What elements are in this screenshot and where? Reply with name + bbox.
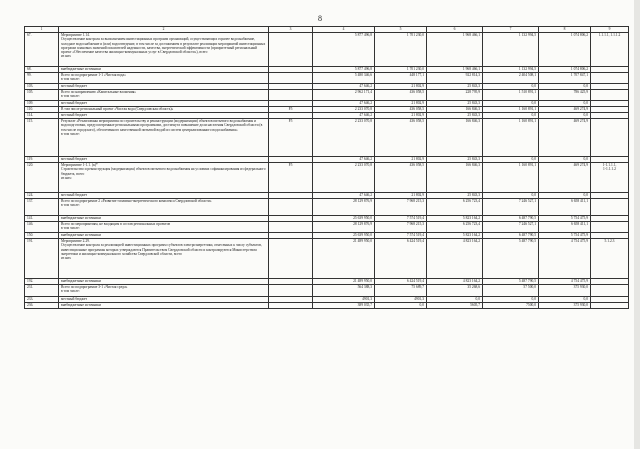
row-value-year2: 228 795,9 bbox=[427, 90, 483, 101]
row-total: 47 646,2 bbox=[313, 157, 375, 163]
row-target-ref bbox=[591, 90, 629, 101]
row-value-year1: 1 701 230,0 bbox=[375, 33, 427, 67]
row-value-year1: 4901,3 bbox=[375, 297, 427, 303]
row-value-year4: 0,0 bbox=[539, 84, 591, 90]
row-value-year2: 1 968 466,1 bbox=[427, 33, 483, 67]
header-cell: 9 bbox=[591, 27, 629, 33]
row-value-year4: 1 074 806,2 bbox=[539, 67, 591, 73]
row-target-ref bbox=[591, 285, 629, 297]
row-number: 146. bbox=[25, 222, 59, 233]
row-value-year1: 21 802,9 bbox=[375, 113, 427, 119]
table-row bbox=[25, 163, 629, 193]
row-value-year4: 469 274,9 bbox=[539, 107, 591, 113]
row-value-year3: 7 246 527,1 bbox=[483, 222, 539, 233]
row-total: 2 233 070,8 bbox=[313, 163, 375, 193]
row-value-year1: 21 802,9 bbox=[375, 157, 427, 163]
row-code bbox=[269, 285, 313, 297]
row-number: 120. bbox=[25, 163, 59, 193]
row-description: местный бюджет bbox=[59, 193, 269, 199]
table-row bbox=[25, 222, 629, 233]
row-number: 105. bbox=[25, 90, 59, 101]
row-total: 2 233 070,8 bbox=[313, 107, 375, 113]
row-number: 231. bbox=[25, 285, 59, 297]
page-edge bbox=[634, 0, 640, 449]
row-description: В том числе региональный проект «Чистая вода (Свердловская область)» bbox=[59, 107, 269, 113]
table-row bbox=[25, 33, 629, 67]
row-number: 103. bbox=[25, 84, 59, 90]
row-total: 25 639 950,0 bbox=[313, 233, 375, 239]
row-value-year4: 5 754 475,9 bbox=[539, 216, 591, 222]
row-value-year1: 75 689,7 bbox=[375, 285, 427, 297]
row-value-year2: 25 843,3 bbox=[427, 113, 483, 119]
row-value-year2: 25 843,3 bbox=[427, 193, 483, 199]
row-value-year3: 7 246 527,1 bbox=[483, 199, 539, 216]
row-value-year3: 6 487 790,5 bbox=[483, 233, 539, 239]
row-value-year3: 1 132 994,5 bbox=[483, 33, 539, 67]
row-code: F5 bbox=[269, 163, 313, 193]
row-value-year1: 1 701 230,0 bbox=[375, 67, 427, 73]
row-description: Всего по мероприятиям, не входящим в состав региональных проектов в том числе: bbox=[59, 222, 269, 233]
row-value-year2: 4 823 164,2 bbox=[427, 239, 483, 279]
row-target-ref: 1.1.1.1, 1.1.1.2 bbox=[591, 33, 629, 67]
row-value-year2: 5 823 164,2 bbox=[427, 216, 483, 222]
row-value-year2: 166 846,3 bbox=[427, 107, 483, 113]
row-value-year1: 7 968 215,3 bbox=[375, 199, 427, 216]
row-value-year3: 0,0 bbox=[483, 113, 539, 119]
row-value-year4: 0,0 bbox=[539, 113, 591, 119]
table-row bbox=[25, 199, 629, 216]
row-value-year3: 1 160 891,1 bbox=[483, 163, 539, 193]
row-value-year1: 448 177,1 bbox=[375, 73, 427, 84]
header-cell: 4 bbox=[313, 27, 375, 33]
row-value-year4: 469 274,9 bbox=[539, 119, 591, 157]
row-code bbox=[269, 222, 313, 233]
row-value-year1: 436 058,5 bbox=[375, 107, 427, 113]
header-cell: 2 bbox=[59, 27, 269, 33]
row-number: 137. bbox=[25, 199, 59, 216]
row-total: 5 877 496,8 bbox=[313, 33, 375, 67]
row-total: 47 646,2 bbox=[313, 84, 375, 90]
row-value-year1: 7 574 519,4 bbox=[375, 233, 427, 239]
row-number: 124. bbox=[25, 193, 59, 199]
row-value-year4: 6 658 411,1 bbox=[539, 222, 591, 233]
row-value-year2: 1 968 466,1 bbox=[427, 67, 483, 73]
row-value-year4: 375 930,0 bbox=[539, 285, 591, 297]
table-row bbox=[25, 119, 629, 157]
row-description: внебюджетные источники bbox=[59, 233, 269, 239]
row-number: 150. bbox=[25, 233, 59, 239]
budget-table bbox=[24, 26, 629, 309]
row-value-year1: 436 058,5 bbox=[375, 119, 427, 157]
row-value-year1: 436 058,5 bbox=[375, 163, 427, 193]
row-number: 233. bbox=[25, 297, 59, 303]
row-number: 109. bbox=[25, 101, 59, 107]
row-description: Всего по подпрограмме 3-1 «Чистая среда» в том числе: bbox=[59, 285, 269, 297]
row-description: Мероприятие 1.14. Осуществление контроля за выполнением инвестиционных программ организаций, осуществляющих горячее водоснабжение, холодное водоснабжение и (или) водоотведение, в том числе за достижением в результате реализации мероприятий инвестиционных программ плановых значений показателей надежности, качества, энергетической эффективности (приоритетный региональный проект «Обеспечение качества жилищно-коммунальных услуг в Свердловской области»), всего из них bbox=[59, 33, 269, 67]
row-number: 68. bbox=[25, 67, 59, 73]
row-value-year3: 0,0 bbox=[483, 84, 539, 90]
row-total: 564 388,3 bbox=[313, 285, 375, 297]
row-description: внебюджетные источники bbox=[59, 67, 269, 73]
row-number: 119. bbox=[25, 157, 59, 163]
row-code: F5 bbox=[269, 119, 313, 157]
table-row bbox=[25, 90, 629, 101]
row-value-year2: 5605,7 bbox=[427, 303, 483, 309]
header-cell: 8 bbox=[539, 27, 591, 33]
row-target-ref bbox=[591, 119, 629, 157]
row-value-year4: 0,0 bbox=[539, 157, 591, 163]
row-value-year2: 35 268,6 bbox=[427, 285, 483, 297]
row-value-year4: 0,0 bbox=[539, 193, 591, 199]
row-description: внебюджетные источники bbox=[59, 216, 269, 222]
row-value-year2: 25 843,3 bbox=[427, 101, 483, 107]
row-target-ref bbox=[591, 303, 629, 309]
row-code bbox=[269, 33, 313, 67]
row-value-year3: 0,0 bbox=[483, 157, 539, 163]
row-value-year1: 7 968 215,3 bbox=[375, 222, 427, 233]
table-row bbox=[25, 303, 629, 309]
row-value-year3: 0,0 bbox=[483, 297, 539, 303]
row-number: 236. bbox=[25, 303, 59, 309]
row-value-year4: 786 425,9 bbox=[539, 90, 591, 101]
row-description: Всего по направлению «Капитальные вложения» в том числе: bbox=[59, 90, 269, 101]
row-description: местный бюджет bbox=[59, 157, 269, 163]
row-value-year2: 166 846,3 bbox=[427, 119, 483, 157]
header-cell: 1 bbox=[25, 27, 59, 33]
row-value-year3: 1 132 994,5 bbox=[483, 67, 539, 73]
row-code bbox=[269, 90, 313, 101]
row-description: внебюджетные источники bbox=[59, 303, 269, 309]
row-value-year3: 5 487 790,5 bbox=[483, 279, 539, 285]
row-value-year1: 0,0 bbox=[375, 303, 427, 309]
row-value-year2: 25 843,3 bbox=[427, 84, 483, 90]
table-row bbox=[25, 239, 629, 279]
row-value-year4: 0,0 bbox=[539, 101, 591, 107]
row-number: 191. bbox=[25, 239, 59, 279]
row-target-ref bbox=[591, 222, 629, 233]
row-code bbox=[269, 199, 313, 216]
row-target-ref: 5.1.2.3 bbox=[591, 239, 629, 279]
row-value-year2: 25 843,3 bbox=[427, 157, 483, 163]
row-value-year4: 1 707 847,1 bbox=[539, 73, 591, 84]
row-value-year3: 5 487 790,5 bbox=[483, 239, 539, 279]
row-number: 115. bbox=[25, 119, 59, 157]
row-value-year1: 21 802,9 bbox=[375, 84, 427, 90]
row-value-year1: 21 802,9 bbox=[375, 193, 427, 199]
row-number: 110. bbox=[25, 107, 59, 113]
row-value-year3: 0,0 bbox=[483, 101, 539, 107]
row-total: 5 877 496,8 bbox=[313, 67, 375, 73]
row-value-year3: 1 510 891,1 bbox=[483, 90, 539, 101]
row-value-year3: 7500,0 bbox=[483, 303, 539, 309]
row-value-year3: 57 500,0 bbox=[483, 285, 539, 297]
row-description: местный бюджет bbox=[59, 84, 269, 90]
row-number: 192. bbox=[25, 279, 59, 285]
row-value-year4: 4 754 475,9 bbox=[539, 279, 591, 285]
row-total: 2 233 070,8 bbox=[313, 119, 375, 157]
row-value-year4: 5 754 475,9 bbox=[539, 233, 591, 239]
row-description: местный бюджет bbox=[59, 101, 269, 107]
row-description: местный бюджет bbox=[59, 297, 269, 303]
row-value-year4: 6 658 411,1 bbox=[539, 199, 591, 216]
table-row bbox=[25, 285, 629, 297]
row-value-year2: 922 814,3 bbox=[427, 73, 483, 84]
row-number: 114. bbox=[25, 113, 59, 119]
row-value-year4: 469 274,9 bbox=[539, 163, 591, 193]
page-number: 8 bbox=[318, 14, 322, 23]
row-total: 47 646,2 bbox=[313, 193, 375, 199]
header-cell: 6 bbox=[427, 27, 483, 33]
row-total: 389 035,7 bbox=[313, 303, 375, 309]
row-description: местный бюджет bbox=[59, 113, 269, 119]
row-value-year2: 4 823 164,2 bbox=[427, 279, 483, 285]
row-description: Всего по подпрограмме 1-1 «Чистая вода» в том числе: bbox=[59, 73, 269, 84]
row-value-year1: 6 424 519,4 bbox=[375, 279, 427, 285]
row-code bbox=[269, 73, 313, 84]
row-value-year1: 436 058,5 bbox=[375, 90, 427, 101]
row-total: 28 129 876,9 bbox=[313, 222, 375, 233]
row-value-year3: 6 487 790,5 bbox=[483, 216, 539, 222]
row-code: F5 bbox=[269, 107, 313, 113]
row-value-year4: 4 754 475,9 bbox=[539, 239, 591, 279]
row-total: 28 129 876,9 bbox=[313, 199, 375, 216]
row-value-year2: 0,0 bbox=[427, 297, 483, 303]
header-cell: 7 bbox=[483, 27, 539, 33]
row-value-year1: 21 802,9 bbox=[375, 101, 427, 107]
row-total: 21 489 950,0 bbox=[313, 279, 375, 285]
row-number: 99. bbox=[25, 73, 59, 84]
row-value-year1: 6 424 519,4 bbox=[375, 239, 427, 279]
row-total: 21 489 950,0 bbox=[313, 239, 375, 279]
row-description: внебюджетные источники bbox=[59, 279, 269, 285]
row-description: Всего по подпрограмме 2 «Развитие топливно-энергетического комплекса Свердловской области» в том числе: bbox=[59, 199, 269, 216]
row-value-year1: 7 574 519,4 bbox=[375, 216, 427, 222]
row-value-year3: 1 160 891,1 bbox=[483, 107, 539, 113]
row-description: Мероприятие 1-1.1. (к)* Строительство и реконструкция (модернизация) объектов питьевого водоснабжения на условиях софинансирования из федерального бюджета, всего из них: bbox=[59, 163, 269, 193]
row-total: 25 639 950,0 bbox=[313, 216, 375, 222]
row-target-ref: 1-1.1.1.1, 1-1.1.1.2 bbox=[591, 163, 629, 193]
row-target-ref bbox=[591, 199, 629, 216]
header-cell: 3 bbox=[269, 27, 313, 33]
row-value-year4: 1 074 806,2 bbox=[539, 33, 591, 67]
row-value-year2: 6 256 723,4 bbox=[427, 199, 483, 216]
row-value-year3: 2 404 508,1 bbox=[483, 73, 539, 84]
row-total: 47 646,2 bbox=[313, 113, 375, 119]
table-row bbox=[25, 73, 629, 84]
row-value-year2: 6 256 723,4 bbox=[427, 222, 483, 233]
row-value-year3: 0,0 bbox=[483, 193, 539, 199]
row-description: Результат «Реализованы мероприятия по строительству и реконструкции (модернизации) объектов питьевого водоснабжения и водоподготовки, предусмотренные региональными программами, достигнута повышение доли населения Свердловской области (в том числе городского), обеспеченного качественной питьевой водой из систем централизованного водоснабжения» в том числе: bbox=[59, 119, 269, 157]
row-target-ref bbox=[591, 73, 629, 84]
row-number: 67. bbox=[25, 33, 59, 67]
row-number: 141. bbox=[25, 216, 59, 222]
row-description: Мероприятие 2.29. Осуществление контроля за реализацией инвестиционных программ субъектов электроэнергетики, отнесенных к числу субъектов, инвестиционные программы которых утверждаются Правительством Свердловской области и контролируются Министерством энергетики и жилищно-коммунального хозяйства Свердловской области, всего из них bbox=[59, 239, 269, 279]
row-value-year2: 5 823 164,2 bbox=[427, 233, 483, 239]
row-value-year3: 1 160 891,1 bbox=[483, 119, 539, 157]
row-code bbox=[269, 303, 313, 309]
row-total: 47 646,2 bbox=[313, 101, 375, 107]
row-code bbox=[269, 239, 313, 279]
row-total: 5 480 346,6 bbox=[313, 73, 375, 84]
row-value-year2: 166 846,3 bbox=[427, 163, 483, 193]
row-value-year4: 375 930,0 bbox=[539, 303, 591, 309]
header-cell: 5 bbox=[375, 27, 427, 33]
row-value-year4: 0,0 bbox=[539, 297, 591, 303]
row-total: 2 962 171,4 bbox=[313, 90, 375, 101]
row-total: 4901,3 bbox=[313, 297, 375, 303]
